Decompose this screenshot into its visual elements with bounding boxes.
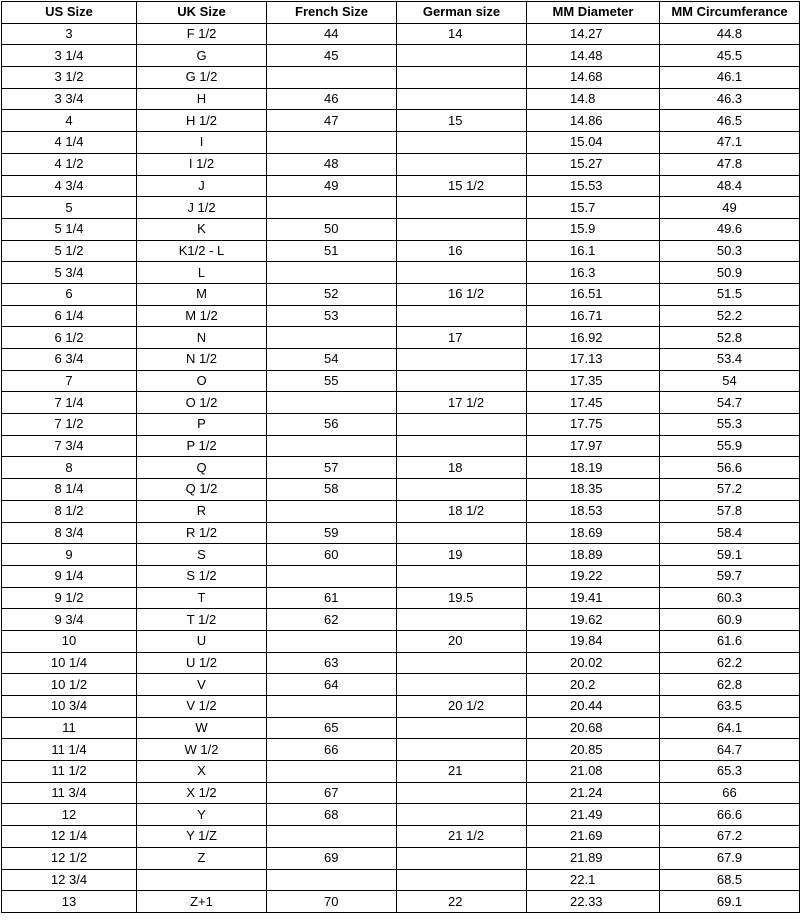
table-row: [2, 110, 800, 132]
cell-german-size: [397, 218, 527, 240]
cell-us-size: 5 1/2: [2, 240, 137, 262]
cell-uk-size: Y: [137, 804, 267, 826]
cell-mm-diameter: 16.92: [527, 327, 660, 349]
cell-mm-diameter: 17.97: [527, 435, 660, 457]
header-mm-circumference: MM Circumferance: [660, 2, 800, 24]
cell-us-size: 6: [2, 283, 137, 305]
table-row: [2, 197, 800, 219]
cell-german-size: [397, 370, 527, 392]
cell-uk-size: G: [137, 45, 267, 67]
table-row: [2, 739, 800, 761]
cell-mm-diameter: 21.24: [527, 782, 660, 804]
cell-mm-circumference: 55.3: [660, 414, 800, 436]
table-row: [2, 587, 800, 609]
cell-mm-circumference: 68.5: [660, 869, 800, 891]
cell-us-size: 3: [2, 23, 137, 45]
cell-mm-diameter: 20.02: [527, 652, 660, 674]
cell-mm-diameter: 16.51: [527, 283, 660, 305]
cell-mm-circumference: 56.6: [660, 457, 800, 479]
cell-mm-circumference: 50.9: [660, 262, 800, 284]
cell-mm-diameter: 19.62: [527, 609, 660, 631]
cell-uk-size: T: [137, 587, 267, 609]
cell-french-size: 70: [267, 891, 397, 913]
cell-us-size: 8 1/2: [2, 500, 137, 522]
cell-mm-diameter: 15.9: [527, 218, 660, 240]
cell-mm-diameter: 15.04: [527, 132, 660, 154]
table-row: [2, 457, 800, 479]
table-row: [2, 240, 800, 262]
cell-mm-circumference: 58.4: [660, 522, 800, 544]
cell-us-size: 12 3/4: [2, 869, 137, 891]
cell-french-size: 55: [267, 370, 397, 392]
table-row: [2, 153, 800, 175]
cell-mm-diameter: 17.35: [527, 370, 660, 392]
cell-french-size: [267, 327, 397, 349]
table-row: [2, 88, 800, 110]
table-row: [2, 175, 800, 197]
cell-mm-circumference: 64.1: [660, 717, 800, 739]
cell-mm-circumference: 59.1: [660, 544, 800, 566]
cell-us-size: 4 1/4: [2, 132, 137, 154]
cell-mm-circumference: 62.2: [660, 652, 800, 674]
cell-us-size: 9 3/4: [2, 609, 137, 631]
cell-mm-circumference: 49: [660, 197, 800, 219]
cell-mm-circumference: 67.9: [660, 847, 800, 869]
header-german-size: German size: [397, 2, 527, 24]
table-row: [2, 414, 800, 436]
table-row: [2, 652, 800, 674]
table-row: [2, 609, 800, 631]
table-row: [2, 132, 800, 154]
cell-us-size: 7 3/4: [2, 435, 137, 457]
cell-us-size: 8: [2, 457, 137, 479]
cell-mm-circumference: 52.2: [660, 305, 800, 327]
cell-german-size: [397, 414, 527, 436]
cell-uk-size: I: [137, 132, 267, 154]
cell-us-size: 8 3/4: [2, 522, 137, 544]
cell-uk-size: R: [137, 500, 267, 522]
table-row: [2, 392, 800, 414]
cell-german-size: [397, 67, 527, 89]
cell-mm-circumference: 50.3: [660, 240, 800, 262]
cell-french-size: 58: [267, 479, 397, 501]
cell-uk-size: S 1/2: [137, 565, 267, 587]
cell-uk-size: Q 1/2: [137, 479, 267, 501]
cell-us-size: 6 1/2: [2, 327, 137, 349]
cell-german-size: 16 1/2: [397, 283, 527, 305]
cell-us-size: 3 1/2: [2, 67, 137, 89]
cell-german-size: 15 1/2: [397, 175, 527, 197]
cell-mm-circumference: 62.8: [660, 674, 800, 696]
cell-french-size: 64: [267, 674, 397, 696]
cell-german-size: [397, 153, 527, 175]
cell-uk-size: W: [137, 717, 267, 739]
cell-uk-size: Z+1: [137, 891, 267, 913]
cell-uk-size: N 1/2: [137, 349, 267, 371]
cell-german-size: [397, 132, 527, 154]
cell-uk-size: X: [137, 761, 267, 783]
cell-french-size: [267, 500, 397, 522]
cell-german-size: [397, 869, 527, 891]
cell-french-size: [267, 696, 397, 718]
cell-french-size: 69: [267, 847, 397, 869]
cell-german-size: 19: [397, 544, 527, 566]
cell-french-size: 63: [267, 652, 397, 674]
header-french-size: French Size: [267, 2, 397, 24]
cell-german-size: [397, 262, 527, 284]
cell-mm-diameter: 21.69: [527, 826, 660, 848]
cell-mm-circumference: 54: [660, 370, 800, 392]
cell-mm-circumference: 46.1: [660, 67, 800, 89]
cell-mm-diameter: 15.27: [527, 153, 660, 175]
cell-german-size: [397, 88, 527, 110]
table-row: [2, 218, 800, 240]
cell-mm-diameter: 21.89: [527, 847, 660, 869]
cell-mm-diameter: 22.1: [527, 869, 660, 891]
cell-mm-circumference: 63.5: [660, 696, 800, 718]
table-row: [2, 696, 800, 718]
cell-french-size: 44: [267, 23, 397, 45]
cell-uk-size: K: [137, 218, 267, 240]
cell-us-size: 11 1/2: [2, 761, 137, 783]
cell-german-size: 21: [397, 761, 527, 783]
cell-mm-circumference: 47.1: [660, 132, 800, 154]
cell-german-size: [397, 782, 527, 804]
cell-mm-diameter: 18.53: [527, 500, 660, 522]
table-row: [2, 869, 800, 891]
cell-german-size: [397, 652, 527, 674]
table-row: [2, 804, 800, 826]
cell-us-size: 7 1/4: [2, 392, 137, 414]
cell-mm-circumference: 57.2: [660, 479, 800, 501]
cell-mm-diameter: 14.68: [527, 67, 660, 89]
cell-us-size: 10 3/4: [2, 696, 137, 718]
cell-german-size: [397, 847, 527, 869]
cell-uk-size: X 1/2: [137, 782, 267, 804]
cell-uk-size: H: [137, 88, 267, 110]
cell-french-size: [267, 435, 397, 457]
cell-german-size: [397, 804, 527, 826]
cell-mm-diameter: 20.85: [527, 739, 660, 761]
cell-us-size: 10: [2, 630, 137, 652]
cell-french-size: 50: [267, 218, 397, 240]
cell-mm-circumference: 49.6: [660, 218, 800, 240]
table-row: [2, 500, 800, 522]
cell-mm-circumference: 47.8: [660, 153, 800, 175]
cell-mm-circumference: 44.8: [660, 23, 800, 45]
cell-mm-circumference: 61.6: [660, 630, 800, 652]
ring-size-table: [1, 1, 800, 913]
cell-mm-circumference: 52.8: [660, 327, 800, 349]
cell-german-size: [397, 739, 527, 761]
cell-mm-circumference: 46.5: [660, 110, 800, 132]
cell-german-size: 15: [397, 110, 527, 132]
cell-french-size: 68: [267, 804, 397, 826]
cell-french-size: [267, 132, 397, 154]
cell-us-size: 10 1/2: [2, 674, 137, 696]
table-row: [2, 891, 800, 913]
cell-mm-diameter: 19.84: [527, 630, 660, 652]
cell-german-size: [397, 45, 527, 67]
cell-uk-size: I 1/2: [137, 153, 267, 175]
cell-us-size: 12 1/2: [2, 847, 137, 869]
cell-mm-circumference: 69.1: [660, 891, 800, 913]
cell-mm-diameter: 19.41: [527, 587, 660, 609]
cell-us-size: 4: [2, 110, 137, 132]
table-row: [2, 479, 800, 501]
cell-mm-diameter: 22.33: [527, 891, 660, 913]
cell-mm-diameter: 15.53: [527, 175, 660, 197]
table-row: [2, 67, 800, 89]
cell-mm-diameter: 19.22: [527, 565, 660, 587]
cell-uk-size: V 1/2: [137, 696, 267, 718]
table-row: [2, 782, 800, 804]
cell-uk-size: R 1/2: [137, 522, 267, 544]
cell-mm-diameter: 18.69: [527, 522, 660, 544]
cell-french-size: 59: [267, 522, 397, 544]
table-row: [2, 45, 800, 67]
table-row: [2, 349, 800, 371]
cell-us-size: 6 1/4: [2, 305, 137, 327]
cell-mm-circumference: 64.7: [660, 739, 800, 761]
cell-french-size: 56: [267, 414, 397, 436]
cell-uk-size: P: [137, 414, 267, 436]
cell-uk-size: W 1/2: [137, 739, 267, 761]
cell-mm-diameter: 18.89: [527, 544, 660, 566]
table-row: [2, 630, 800, 652]
cell-uk-size: Y 1/Z: [137, 826, 267, 848]
cell-us-size: 11 1/4: [2, 739, 137, 761]
cell-mm-diameter: 20.44: [527, 696, 660, 718]
cell-german-size: [397, 522, 527, 544]
cell-german-size: [397, 717, 527, 739]
cell-french-size: [267, 262, 397, 284]
cell-french-size: 60: [267, 544, 397, 566]
cell-us-size: 9 1/4: [2, 565, 137, 587]
cell-us-size: 12 1/4: [2, 826, 137, 848]
cell-mm-diameter: 17.13: [527, 349, 660, 371]
table-row: [2, 262, 800, 284]
cell-uk-size: F 1/2: [137, 23, 267, 45]
cell-french-size: 65: [267, 717, 397, 739]
cell-us-size: 4 1/2: [2, 153, 137, 175]
cell-mm-circumference: 48.4: [660, 175, 800, 197]
cell-uk-size: L: [137, 262, 267, 284]
cell-french-size: 61: [267, 587, 397, 609]
cell-mm-circumference: 45.5: [660, 45, 800, 67]
cell-mm-diameter: 17.75: [527, 414, 660, 436]
table-row: [2, 847, 800, 869]
cell-mm-circumference: 60.9: [660, 609, 800, 631]
cell-german-size: [397, 479, 527, 501]
table-header-row: [2, 2, 800, 24]
cell-french-size: [267, 392, 397, 414]
table-row: [2, 327, 800, 349]
cell-uk-size: V: [137, 674, 267, 696]
cell-french-size: 47: [267, 110, 397, 132]
cell-mm-circumference: 66.6: [660, 804, 800, 826]
table-body: [2, 23, 800, 912]
cell-uk-size: O: [137, 370, 267, 392]
cell-uk-size: M 1/2: [137, 305, 267, 327]
cell-mm-circumference: 54.7: [660, 392, 800, 414]
cell-us-size: 13: [2, 891, 137, 913]
cell-us-size: 7 1/2: [2, 414, 137, 436]
cell-mm-circumference: 53.4: [660, 349, 800, 371]
cell-uk-size: M: [137, 283, 267, 305]
table-row: [2, 717, 800, 739]
cell-mm-diameter: 14.8: [527, 88, 660, 110]
cell-us-size: 9 1/2: [2, 587, 137, 609]
cell-german-size: [397, 435, 527, 457]
table-row: [2, 370, 800, 392]
cell-mm-circumference: 57.8: [660, 500, 800, 522]
cell-french-size: 66: [267, 739, 397, 761]
cell-french-size: 48: [267, 153, 397, 175]
cell-german-size: 22: [397, 891, 527, 913]
cell-uk-size: O 1/2: [137, 392, 267, 414]
cell-us-size: 7: [2, 370, 137, 392]
cell-french-size: [267, 826, 397, 848]
cell-german-size: 19.5: [397, 587, 527, 609]
cell-german-size: 20 1/2: [397, 696, 527, 718]
cell-us-size: 8 1/4: [2, 479, 137, 501]
cell-german-size: [397, 305, 527, 327]
cell-us-size: 5 3/4: [2, 262, 137, 284]
cell-mm-diameter: 16.1: [527, 240, 660, 262]
cell-mm-diameter: 16.3: [527, 262, 660, 284]
cell-german-size: 18 1/2: [397, 500, 527, 522]
cell-german-size: 14: [397, 23, 527, 45]
cell-german-size: [397, 565, 527, 587]
table-row: [2, 522, 800, 544]
cell-mm-circumference: 67.2: [660, 826, 800, 848]
cell-uk-size: J: [137, 175, 267, 197]
table-row: [2, 761, 800, 783]
cell-french-size: [267, 630, 397, 652]
cell-german-size: 20: [397, 630, 527, 652]
cell-german-size: [397, 349, 527, 371]
cell-french-size: [267, 197, 397, 219]
cell-mm-diameter: 20.2: [527, 674, 660, 696]
cell-french-size: 62: [267, 609, 397, 631]
header-us-size: US Size: [2, 2, 137, 24]
cell-mm-diameter: 16.71: [527, 305, 660, 327]
cell-us-size: 10 1/4: [2, 652, 137, 674]
table-row: [2, 283, 800, 305]
cell-french-size: [267, 761, 397, 783]
cell-us-size: 5: [2, 197, 137, 219]
cell-mm-diameter: 14.48: [527, 45, 660, 67]
cell-mm-circumference: 46.3: [660, 88, 800, 110]
table-row: [2, 565, 800, 587]
cell-uk-size: Z: [137, 847, 267, 869]
cell-mm-circumference: 59.7: [660, 565, 800, 587]
cell-mm-circumference: 55.9: [660, 435, 800, 457]
cell-mm-circumference: 66: [660, 782, 800, 804]
table-row: [2, 674, 800, 696]
cell-french-size: [267, 67, 397, 89]
cell-uk-size: G 1/2: [137, 67, 267, 89]
cell-us-size: 12: [2, 804, 137, 826]
cell-us-size: 4 3/4: [2, 175, 137, 197]
cell-french-size: 51: [267, 240, 397, 262]
cell-uk-size: U 1/2: [137, 652, 267, 674]
cell-mm-circumference: 51.5: [660, 283, 800, 305]
cell-french-size: [267, 869, 397, 891]
cell-german-size: [397, 609, 527, 631]
cell-us-size: 11: [2, 717, 137, 739]
cell-mm-diameter: 15.7: [527, 197, 660, 219]
cell-uk-size: N: [137, 327, 267, 349]
cell-uk-size: J 1/2: [137, 197, 267, 219]
table-row: [2, 826, 800, 848]
cell-mm-diameter: 21.08: [527, 761, 660, 783]
cell-us-size: 3 1/4: [2, 45, 137, 67]
cell-mm-diameter: 21.49: [527, 804, 660, 826]
cell-us-size: 6 3/4: [2, 349, 137, 371]
cell-french-size: 46: [267, 88, 397, 110]
cell-us-size: 9: [2, 544, 137, 566]
cell-french-size: 57: [267, 457, 397, 479]
cell-french-size: 49: [267, 175, 397, 197]
cell-french-size: 52: [267, 283, 397, 305]
cell-french-size: [267, 565, 397, 587]
cell-us-size: 11 3/4: [2, 782, 137, 804]
table-row: [2, 305, 800, 327]
cell-german-size: 17 1/2: [397, 392, 527, 414]
cell-uk-size: H 1/2: [137, 110, 267, 132]
cell-mm-diameter: 20.68: [527, 717, 660, 739]
cell-uk-size: S: [137, 544, 267, 566]
cell-uk-size: U: [137, 630, 267, 652]
cell-french-size: 53: [267, 305, 397, 327]
cell-mm-diameter: 14.86: [527, 110, 660, 132]
cell-german-size: 21 1/2: [397, 826, 527, 848]
cell-french-size: 67: [267, 782, 397, 804]
table-row: [2, 544, 800, 566]
cell-us-size: 3 3/4: [2, 88, 137, 110]
cell-french-size: 54: [267, 349, 397, 371]
cell-mm-diameter: 17.45: [527, 392, 660, 414]
cell-mm-diameter: 14.27: [527, 23, 660, 45]
header-uk-size: UK Size: [137, 2, 267, 24]
cell-mm-circumference: 60.3: [660, 587, 800, 609]
header-mm-diameter: MM Diameter: [527, 2, 660, 24]
cell-german-size: [397, 674, 527, 696]
cell-uk-size: Q: [137, 457, 267, 479]
cell-uk-size: T 1/2: [137, 609, 267, 631]
cell-german-size: 18: [397, 457, 527, 479]
cell-us-size: 5 1/4: [2, 218, 137, 240]
cell-uk-size: [137, 869, 267, 891]
table-row: [2, 435, 800, 457]
cell-german-size: 17: [397, 327, 527, 349]
cell-german-size: [397, 197, 527, 219]
cell-mm-diameter: 18.35: [527, 479, 660, 501]
cell-mm-circumference: 65.3: [660, 761, 800, 783]
cell-uk-size: K1/2 - L: [137, 240, 267, 262]
cell-uk-size: P 1/2: [137, 435, 267, 457]
cell-french-size: 45: [267, 45, 397, 67]
cell-german-size: 16: [397, 240, 527, 262]
cell-mm-diameter: 18.19: [527, 457, 660, 479]
table-row: [2, 23, 800, 45]
